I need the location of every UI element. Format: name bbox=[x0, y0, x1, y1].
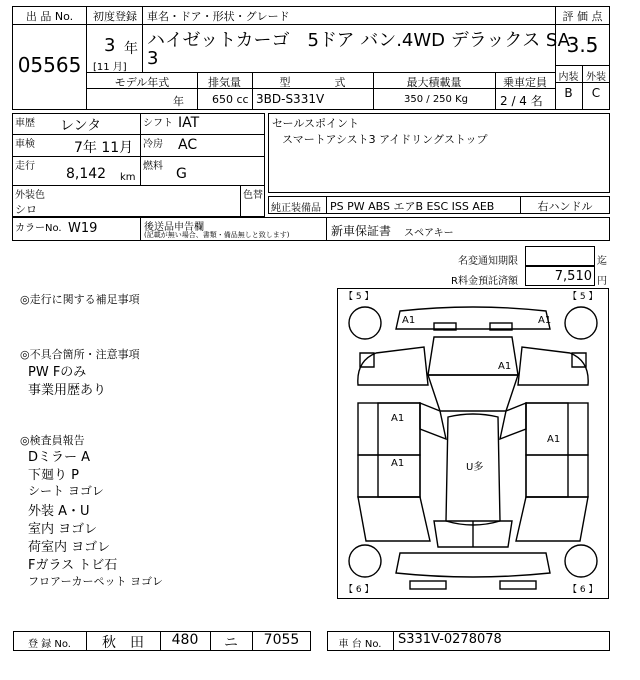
interior-label: 内装 bbox=[558, 72, 579, 83]
lot-no-label: 出 品 No. bbox=[25, 10, 74, 23]
car-diagram bbox=[337, 288, 609, 599]
fuel-label: 燃料 bbox=[143, 161, 163, 172]
reg-number: 7055 bbox=[263, 632, 300, 648]
tire-rear-left-label: 【 6 】 bbox=[344, 585, 374, 595]
inspector-line: フロアーカーペット ヨゴレ bbox=[28, 575, 163, 588]
ext-color-label: 外装色 bbox=[15, 190, 45, 201]
aftermarket-label: 後送品申告欄 bbox=[144, 222, 204, 233]
sales-point-value: スマートアシスト3 アイドリングストップ bbox=[282, 133, 488, 146]
inspection-label: 車検 bbox=[15, 139, 35, 150]
damage-mark: A1 bbox=[498, 361, 512, 372]
equipment-label: 純正装備品 bbox=[271, 203, 321, 214]
name-change-box bbox=[525, 246, 595, 266]
inspector-line: シート ヨゴレ bbox=[28, 484, 104, 498]
tire-front-right-icon bbox=[565, 307, 597, 339]
recycle-amount: 7,510 bbox=[554, 269, 592, 284]
tire-rear-right-label: 【 6 】 bbox=[568, 585, 598, 595]
inspector-line: 荷室内 ヨゴレ bbox=[28, 540, 111, 555]
shift-label: シフト bbox=[143, 118, 173, 129]
car-name-line1: ハイゼットカーゴ 5ドア バン.4WD デラックス SA bbox=[147, 30, 571, 51]
first-reg-month: [11 月] bbox=[93, 62, 127, 73]
damage-mark: A1 bbox=[538, 315, 552, 326]
ac-label: 冷房 bbox=[143, 139, 163, 150]
specs-panel bbox=[12, 113, 265, 217]
recycle-label: R料金預託済額 bbox=[451, 276, 518, 287]
defects-title: ◎不具合箇所・注意事項 bbox=[20, 348, 140, 361]
damage-mark: A1 bbox=[402, 315, 416, 326]
car-name-label: 車名・ドア・形状・グレード bbox=[147, 10, 290, 23]
mileage-unit: km bbox=[120, 172, 136, 183]
mileage-value: 8,142 bbox=[66, 166, 107, 182]
name-change-unit: 迄 bbox=[597, 256, 607, 267]
spare-key-value: スペアキー bbox=[404, 228, 454, 239]
driving-notes-title: ◎走行に関する補足事項 bbox=[20, 293, 140, 306]
tire-front-left-icon bbox=[349, 307, 381, 339]
damage-mark: U多 bbox=[466, 462, 484, 473]
defect-line: 事業用歴あり bbox=[28, 383, 107, 398]
shift-value: IAT bbox=[178, 115, 200, 131]
model-year-unit: 年 bbox=[173, 95, 184, 108]
history-label: 車歴 bbox=[15, 118, 35, 129]
inspector-line: 外装 A・U bbox=[28, 504, 90, 519]
mileage-label: 走行 bbox=[15, 161, 35, 172]
displacement: 650 cc bbox=[212, 93, 249, 106]
inspector-title: ◎検査員報告 bbox=[20, 434, 85, 447]
color-no-label: カラーNo. bbox=[15, 223, 62, 234]
exterior-grade: C bbox=[591, 86, 601, 100]
recycle-unit: 円 bbox=[597, 276, 607, 287]
displacement-label: 排気量 bbox=[208, 76, 241, 89]
model-label: 型 式 bbox=[279, 76, 346, 89]
color-row bbox=[12, 217, 610, 241]
defect-line: PW Fのみ bbox=[28, 365, 87, 380]
tire-front-right-label: 【 5 】 bbox=[568, 292, 598, 302]
reg-no-label: 登 録 No. bbox=[28, 639, 71, 650]
score-label: 評 価 点 bbox=[562, 10, 603, 23]
model-year-label: モデル年式 bbox=[114, 76, 170, 89]
chassis-label: 車 台 No. bbox=[338, 639, 382, 650]
inspector-line: Fガラス トビ石 bbox=[28, 558, 118, 573]
capacity: 2 / 4 名 bbox=[500, 94, 543, 108]
reg-class: 480 bbox=[171, 632, 199, 648]
ac-value: AC bbox=[178, 137, 198, 153]
car-name-line2: 3 bbox=[147, 48, 159, 69]
tire-rear-right-icon bbox=[565, 545, 597, 577]
color-no-value: W19 bbox=[68, 221, 98, 236]
model: 3BD-S331V bbox=[256, 92, 325, 106]
equipment-value: PS PW ABS エアB ESC ISS AEB bbox=[330, 200, 495, 213]
sales-point-label: セールスポイント bbox=[272, 117, 360, 130]
car-diagram-svg bbox=[338, 289, 608, 598]
tire-rear-left-icon bbox=[349, 545, 381, 577]
interior-grade: B bbox=[564, 86, 573, 100]
year-unit: 年 bbox=[124, 41, 138, 57]
score-value: 3.5 bbox=[566, 33, 599, 57]
ext-color-value: シロ bbox=[15, 203, 37, 216]
inspector-line: 下廻り P bbox=[28, 468, 79, 483]
reg-kana: ニ bbox=[224, 635, 238, 651]
max-load-label: 最大積載量 bbox=[406, 76, 462, 89]
damage-mark: A1 bbox=[391, 413, 405, 424]
color-change-label: 色替 bbox=[243, 190, 263, 201]
warranty-value: 新車保証書 bbox=[331, 224, 392, 238]
steering-value: 右ハンドル bbox=[537, 200, 593, 213]
reg-pref: 秋 田 bbox=[102, 635, 144, 651]
name-change-label: 名変通知期限 bbox=[458, 256, 518, 267]
tire-front-left-label: 【 5 】 bbox=[344, 292, 374, 302]
capacity-label: 乗車定員 bbox=[503, 76, 547, 89]
exterior-label: 外装 bbox=[586, 72, 606, 83]
aftermarket-note: (記載が無い場合、書類・備品無しと致します) bbox=[144, 231, 290, 239]
damage-mark: A1 bbox=[547, 434, 561, 445]
fuel-value: G bbox=[176, 166, 187, 182]
chassis-value: S331V-0278078 bbox=[398, 632, 502, 647]
damage-mark: A1 bbox=[391, 458, 405, 469]
lot-no: 05565 bbox=[17, 53, 82, 77]
inspector-line: 室内 ヨゴレ bbox=[28, 522, 98, 537]
first-reg-label: 初度登録 bbox=[93, 10, 137, 23]
inspection-value: 7年 11月 bbox=[74, 140, 134, 156]
max-load: 350 / 250 Kg bbox=[404, 94, 468, 105]
first-reg-year: 3 bbox=[104, 35, 116, 56]
inspector-line: Dミラー A bbox=[28, 450, 91, 465]
history-value: レンタ bbox=[60, 118, 102, 134]
